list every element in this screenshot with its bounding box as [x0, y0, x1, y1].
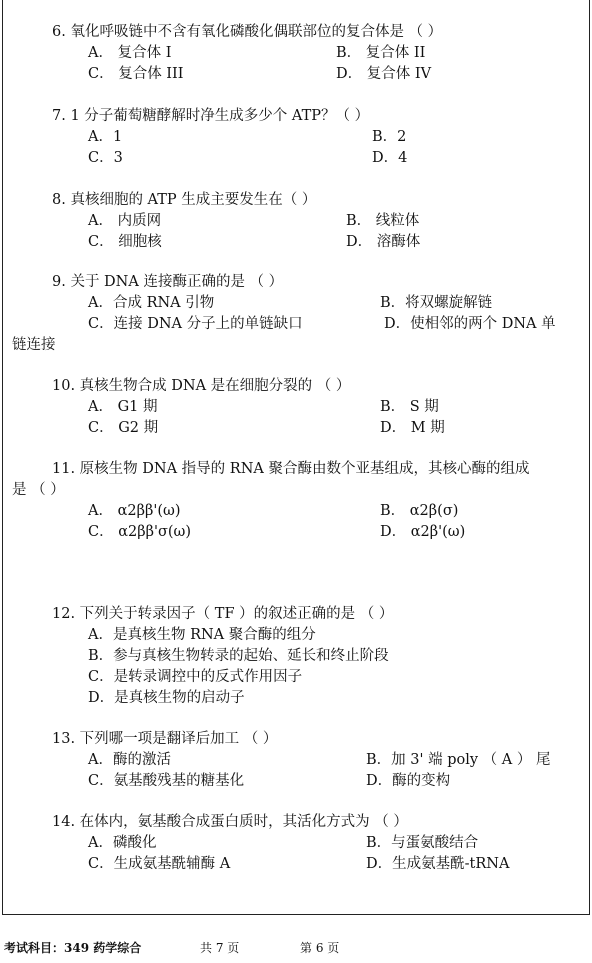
question-12-option-a: A．是真核生物 RNA 聚合酶的组分: [88, 627, 316, 643]
question-6-option-b: B． 复合体 II: [336, 45, 426, 61]
question-7-option-d: D．4: [372, 150, 408, 166]
question-11-option-a: A． α2ββ'(ω): [88, 503, 181, 519]
footer-total-pages: 共 7 页: [200, 941, 240, 955]
question-8-stem: 8. 真核细胞的 ATP 生成主要发生在（ ）: [52, 192, 317, 208]
question-8-option-a: A． 内质网: [88, 213, 162, 229]
question-14-stem: 14. 在体内，氨基酸合成蛋白质时，其活化方式为 （ ）: [52, 814, 408, 830]
question-6-option-a: A． 复合体 I: [88, 45, 172, 61]
question-13-option-c: C．氨基酸残基的糖基化: [88, 773, 245, 789]
question-10-option-d: D． M 期: [380, 420, 445, 436]
question-12-option-c: C．是转录调控中的反式作用因子: [88, 669, 303, 685]
question-9-option-a: A．合成 RNA 引物: [88, 295, 215, 311]
question-11-option-c: C． α2ββ'σ(ω): [88, 524, 192, 540]
question-12-option-d: D．是真核生物的启动子: [88, 690, 245, 706]
question-11-option-b: B． α2β(σ): [380, 503, 459, 519]
question-14-option-d: D．生成氨基酰-tRNA: [366, 856, 510, 872]
question-6-option-d: D． 复合体 IV: [336, 66, 432, 82]
question-14-option-a: A．磷酸化: [88, 835, 157, 851]
question-6-option-c: C． 复合体 III: [88, 66, 184, 82]
question-7-option-a: A．1: [88, 129, 123, 145]
question-9-option-d: D．使相邻的两个 DNA 单: [384, 316, 556, 332]
question-7-stem: 7. 1 分子葡萄糖酵解时净生成多少个 ATP？（ ）: [52, 108, 370, 124]
question-11-option-d: D． α2β'(ω): [380, 524, 466, 540]
footer-subject: 考试科目：349 药学综合: [4, 941, 142, 955]
question-13-option-d: D．酶的变构: [366, 773, 451, 789]
question-11-stem: 11. 原核生物 DNA 指导的 RNA 聚合酶由数个亚基组成，其核心酶的组成: [52, 461, 530, 477]
question-9-stem: 9. 关于 DNA 连接酶正确的是 （ ）: [52, 274, 284, 290]
question-10-option-c: C． G2 期: [88, 420, 159, 436]
question-9-continuation: 链连接: [12, 337, 56, 353]
question-10-option-a: A． G1 期: [88, 399, 158, 415]
question-11-continuation: 是 （ ）: [12, 482, 65, 498]
question-14-option-b: B．与蛋氨酸结合: [366, 835, 479, 851]
question-8-option-b: B． 线粒体: [346, 213, 420, 229]
question-13-option-a: A．酶的激活: [88, 752, 171, 768]
question-14-option-c: C．生成氨基酰辅酶 A: [88, 856, 231, 872]
question-10-option-b: B． S 期: [380, 399, 439, 415]
footer-page-number: 第 6 页: [300, 941, 340, 955]
question-10-stem: 10. 真核生物合成 DNA 是在细胞分裂的 （ ）: [52, 378, 351, 394]
question-6-stem: 6. 氧化呼吸链中不含有氧化磷酸化偶联部位的复合体是 （ ）: [52, 24, 443, 40]
question-9-option-c: C．连接 DNA 分子上的单链缺口: [88, 316, 303, 332]
question-12-stem: 12. 下列关于转录因子（ TF ）的叙述正确的是 （ ）: [52, 606, 394, 622]
question-8-option-d: D． 溶酶体: [346, 234, 421, 250]
question-7-option-c: C．3: [88, 150, 123, 166]
question-13-stem: 13. 下列哪一项是翻译后加工 （ ）: [52, 731, 278, 747]
question-8-option-c: C． 细胞核: [88, 234, 162, 250]
question-7-option-b: B．2: [372, 129, 407, 145]
question-9-option-b: B．将双螺旋解链: [380, 295, 493, 311]
question-13-option-b: B．加 3' 端 poly （ A ） 尾: [366, 752, 551, 768]
question-12-option-b: B．参与真核生物转录的起始、延长和终止阶段: [88, 648, 389, 664]
